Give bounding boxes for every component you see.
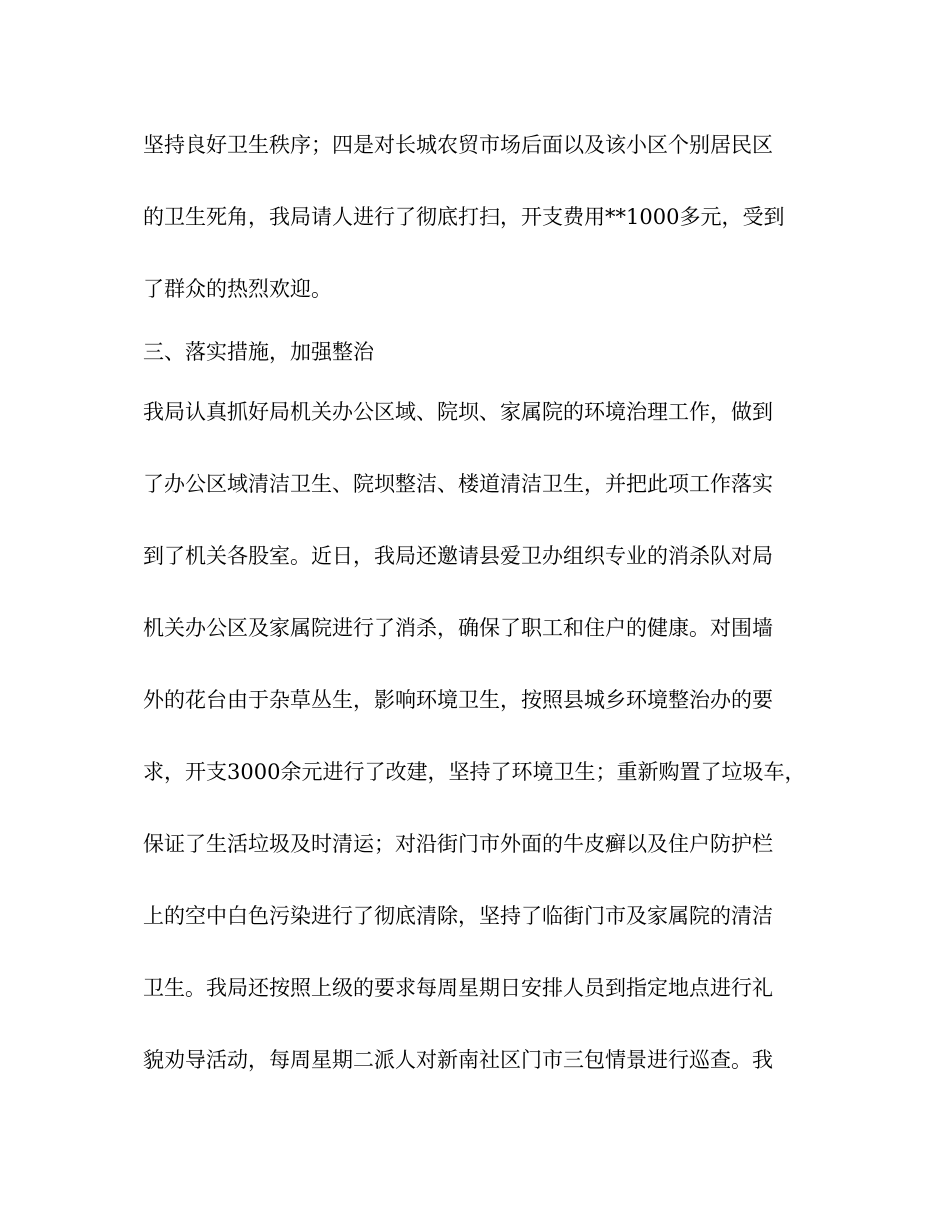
paragraph-line: 到了机关各股室。近日，我局还邀请县爱卫办组织专业的消杀队对局 xyxy=(143,544,773,568)
paragraph-line: 机关办公区及家属院进行了消杀，确保了职工和住户的健康。对围墙 xyxy=(143,616,773,640)
paragraph-line: 保证了生活垃圾及时清运；对沿街门市外面的牛皮癣以及住户防护栏 xyxy=(143,832,773,856)
paragraph-line: 坚持良好卫生秩序；四是对长城农贸市场后面以及该小区个别居民区 xyxy=(143,133,773,157)
paragraph-line: 了群众的热烈欢迎。 xyxy=(143,277,332,301)
paragraph-line: 我局认真抓好局机关办公区域、院坝、家属院的环境治理工作，做到 xyxy=(143,400,773,424)
paragraph-line: 上的空中白色污染进行了彻底清除，坚持了临街门市及家属院的清洁 xyxy=(143,904,773,928)
paragraph-line: 外的花台由于杂草丛生，影响环境卫生，按照县城乡环境整治办的要 xyxy=(143,688,773,712)
paragraph-line: 的卫生死角，我局请人进行了彻底打扫，开支费用**1000多元，受到 xyxy=(143,205,785,229)
paragraph-line: 了办公区域清洁卫生、院坝整洁、楼道清洁卫生，并把此项工作落实 xyxy=(143,472,773,496)
paragraph-line: 卫生。我局还按照上级的要求每周星期日安排人员到指定地点进行礼 xyxy=(143,976,773,1000)
section-heading: 三、落实措施，加强整治 xyxy=(143,340,374,364)
paragraph-line: 求，开支3000余元进行了改建，坚持了环境卫生；重新购置了垃圾车， xyxy=(143,760,806,784)
paragraph-line: 貌劝导活动，每周星期二派人对新南社区门市三包情景进行巡查。我 xyxy=(143,1048,773,1072)
